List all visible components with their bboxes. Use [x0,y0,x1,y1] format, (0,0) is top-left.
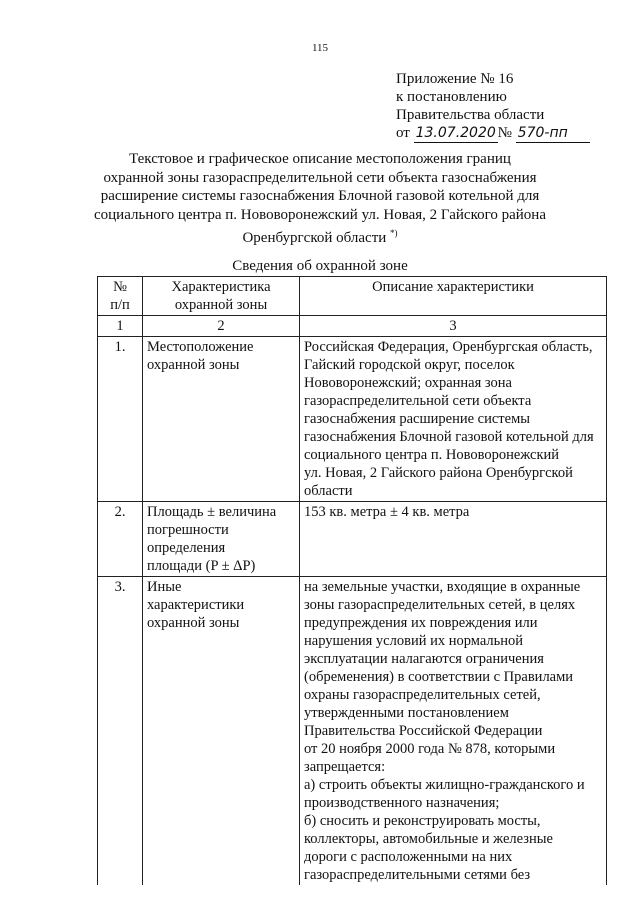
table-row [98,577,607,886]
appendix-resolution: к постановлению [396,89,507,105]
description-line: социального центра п. Нововоронежский [304,447,560,463]
appendix-title: Приложение № 16 [396,71,514,87]
description-line: зоны газораспределительных сетей, в целях [304,597,576,613]
row-characteristic [143,577,300,886]
characteristic-line: определения [147,540,226,556]
description-line: запрещается: [304,759,386,775]
description-line: газораспределительными сетями без [304,867,531,883]
table-caption: Сведения об охранной зоне [232,258,408,274]
characteristic-line: площади (P ± ΔP) [147,558,256,574]
characteristic-line: Площадь ± величина [147,504,277,520]
header-description: Описание характеристики [300,277,607,316]
description-line: газоснабжения расширение системы [304,411,530,427]
appendix-government: Правительства области [396,107,545,123]
description-line: утвержденными постановлением [304,705,509,721]
title-line: социального центра п. Нововоронежский ул. Новая, 2 Гайского района [93,206,546,223]
row-description [300,502,607,577]
row-description [300,337,607,502]
row-characteristic [143,502,300,577]
title-line [80,224,560,248]
column-numbering-row [98,316,607,337]
column-number: 3 [300,316,607,337]
header-number-abbr: п/п [110,297,130,313]
description-line: газораспределительной сети объекта [304,393,532,409]
row-number: 3. [98,577,143,886]
description-line: газоснабжения Блочной газовой котельной для [304,429,594,445]
title-line: расширение системы газоснабжения Блочной газовой котельной для [100,188,540,204]
row-characteristic [143,337,300,502]
row-number: 1. [98,337,143,502]
characteristic-line: Местоположение [147,339,254,355]
characteristic-line: охранной зоны [147,615,240,631]
characteristic-line: характеристики [147,597,245,613]
footnote-mark: *) [390,228,398,238]
header-characteristic [143,277,300,316]
page-number: 115 [311,42,329,54]
description-line: дороги с расположенными на них [304,849,513,865]
document-title [80,150,560,248]
description-line: коллекторы, автомобильные и железные [304,831,553,847]
description-line: эксплуатации налагаются ограничения [304,651,544,667]
description-line: производственного назначения; [304,795,500,811]
description-line: области [304,483,353,499]
description-line: Правительства Российской Федерации [304,723,543,739]
protection-zone-table [97,276,607,885]
handwritten-number: 570-пп [516,124,590,143]
description-line: 153 кв. метра ± 4 кв. метра [304,504,470,520]
description-line: на земельные участки, входящие в охранные [304,579,581,595]
description-line: ул. Новая, 2 Гайского района Оренбургской [304,465,573,481]
table-header-row [98,277,607,316]
title-line: Текстовое и графическое описание местоположения границ [129,151,511,167]
appendix-block [396,70,590,143]
column-number: 1 [98,316,143,337]
title-line: охранной зоны газораспределительной сети объекта газоснабжения [103,169,537,186]
header-characteristic-line: Характеристика [171,279,271,295]
characteristic-line: Иные [147,579,182,595]
description-line: Нововоронежский; охранная зона [304,375,512,391]
description-line: предупреждения их повреждения или [304,615,538,631]
description-line: нарушения условий их нормальной [304,633,524,649]
characteristic-line: охранной зоны [147,357,240,373]
handwritten-date: 13.07.2020 [415,125,496,141]
row-number: 2. [98,502,143,577]
header-number-symbol: № [113,279,127,295]
from-label: от [396,125,410,141]
description-line: (обременения) в соответствии с Правилами [304,669,574,685]
header-characteristic-line: охранной зоны [174,297,268,313]
table-row [98,337,607,502]
title-last-line: Оренбургской области [242,230,387,246]
description-line: а) строить объекты жилищно-гражданского и [304,777,585,793]
description-line: б) сносить и реконструировать мосты, [304,813,541,829]
description-line: Российская Федерация, Оренбургская область, [304,339,593,355]
description-line: от 20 ноября 2000 года № 878, которыми [304,741,556,757]
column-number: 2 [143,316,300,337]
header-number [98,277,143,316]
table-row [98,502,607,577]
number-label: № [497,125,512,141]
appendix-date-line [396,124,590,143]
row-description [300,577,607,886]
characteristic-line: погрешности [147,522,229,538]
description-line: охраны газораспределительных сетей, [304,687,541,703]
description-line: Гайский городской округ, поселок [304,357,515,373]
